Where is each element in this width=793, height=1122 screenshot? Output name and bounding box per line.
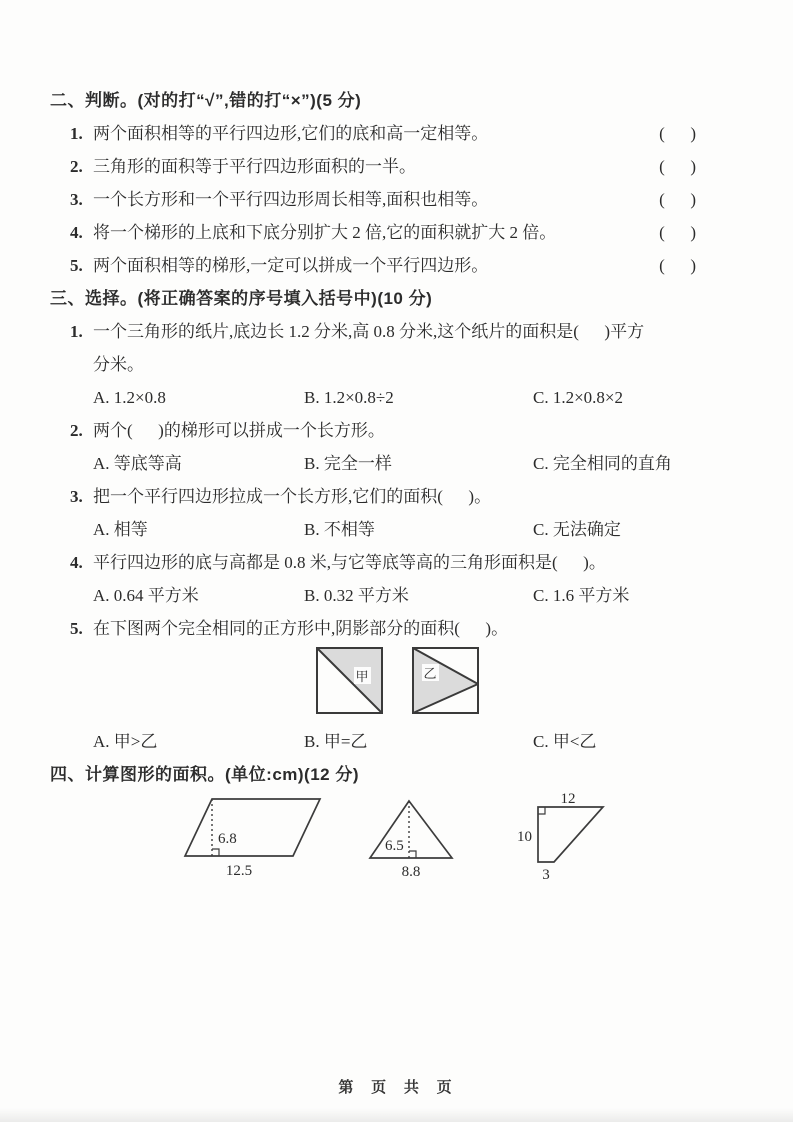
right-angle-mark (212, 849, 219, 856)
page-content (50, 84, 708, 901)
question-text: 一个三角形的纸片,底边长 1.2 分米,高 0.8 分米,这个纸片的面积是( )平方 (93, 322, 645, 341)
question-number: 1. (70, 322, 83, 341)
parallelogram-figure (175, 791, 340, 891)
judge-item-text: 将一个梯形的上底和下底分别扩大 2 倍,它的面积就扩大 2 倍。 (93, 223, 557, 242)
square-jia-figure (316, 647, 383, 714)
option-b: B. 0.32 平方米 (304, 586, 409, 605)
judge-item-4 (50, 216, 708, 249)
jia-label: 甲 (355, 669, 369, 684)
judge-section-title: 二、判断。(对的打“√”,错的打“×”)(5 分) (50, 91, 362, 110)
question-number: 3. (70, 487, 83, 506)
answer-bracket: ( ) (659, 256, 696, 275)
option-b: B. 不相等 (304, 520, 375, 539)
choice-q4-line1 (50, 546, 708, 579)
choice-q2-options (50, 447, 708, 480)
question-text: 在下图两个完全相同的正方形中,阴影部分的面积( )。 (93, 619, 509, 638)
page-footer: 第 页 共 页 (338, 1080, 455, 1096)
choice-q3-options (50, 513, 708, 546)
parallelogram-height-label: 6.8 (218, 831, 237, 847)
choice-q3-line1 (50, 480, 708, 513)
option-a: A. 相等 (93, 520, 148, 539)
parallelogram-base-label: 12.5 (225, 863, 253, 879)
judge-item-number: 5. (70, 256, 83, 275)
choice-q4-options (50, 579, 708, 612)
calc-section-title: 四、计算图形的面积。(单位:cm)(12 分) (50, 765, 360, 784)
question-text: 平行四边形的底与高都是 0.8 米,与它等底等高的三角形面积是( )。 (93, 553, 606, 572)
answer-bracket: ( ) (659, 190, 696, 209)
choice-q1-line1 (50, 315, 708, 348)
option-a: A. 1.2×0.8 (93, 388, 166, 407)
choice-q5-line1 (50, 612, 708, 645)
judge-item-number: 3. (70, 190, 83, 209)
judge-item-text: 两个面积相等的梯形,一定可以拼成一个平行四边形。 (93, 256, 489, 275)
option-a: A. 甲>乙 (93, 732, 158, 751)
answer-bracket: ( ) (659, 157, 696, 176)
judge-item-text: 一个长方形和一个平行四边形周长相等,面积也相等。 (93, 190, 489, 209)
choice-q5-options (50, 725, 708, 758)
judge-item-number: 1. (70, 124, 83, 143)
trapezoid-top-label: 12 (560, 791, 576, 807)
judge-item-5 (50, 249, 708, 282)
choice-section-title: 三、选择。(将正确答案的序号填入括号中)(10 分) (50, 289, 433, 308)
option-b: B. 甲=乙 (304, 732, 368, 751)
calc-figures (50, 791, 708, 901)
option-c: C. 1.6 平方米 (533, 586, 630, 605)
choice-q2-line1 (50, 414, 708, 447)
judge-item-number: 4. (70, 223, 83, 242)
judge-item-2 (50, 150, 708, 183)
option-b: B. 1.2×0.8÷2 (304, 388, 394, 407)
option-c: C. 甲<乙 (533, 732, 597, 751)
answer-bracket: ( ) (659, 223, 696, 242)
judge-item-3 (50, 183, 708, 216)
option-c: C. 无法确定 (533, 520, 621, 539)
triangle-base-label: 8.8 (401, 864, 421, 880)
triangle-height-label: 6.5 (385, 838, 404, 854)
right-angle-mark (409, 851, 416, 858)
right-angle-mark (538, 807, 545, 814)
question-number: 4. (70, 553, 83, 572)
parallelogram-outline (185, 799, 320, 856)
choice-q1-line2: 分米。 (93, 355, 144, 374)
triangle-outline (370, 801, 452, 858)
question-text: 两个( )的梯形可以拼成一个长方形。 (93, 421, 385, 440)
trapezoid-outline (538, 807, 603, 862)
question-number: 2. (70, 421, 83, 440)
option-b: B. 完全一样 (304, 454, 392, 473)
option-c: C. 1.2×0.8×2 (533, 388, 624, 407)
trapezoid-side-label: 10 (517, 829, 532, 845)
trapezoid-bottom-label: 3 (542, 867, 550, 883)
square-yi-figure (412, 647, 479, 714)
option-a: A. 等底等高 (93, 454, 182, 473)
triangle-figure (365, 791, 460, 891)
q5-squares-figure (50, 645, 708, 725)
judge-item-text: 两个面积相等的平行四边形,它们的底和高一定相等。 (93, 124, 489, 143)
question-text: 把一个平行四边形拉成一个长方形,它们的面积( )。 (93, 487, 492, 506)
option-c: C. 完全相同的直角 (533, 454, 672, 473)
judge-item-number: 2. (70, 157, 83, 176)
question-number: 5. (70, 619, 83, 638)
answer-bracket: ( ) (659, 124, 696, 143)
trapezoid-figure (510, 791, 620, 891)
judge-item-text: 三角形的面积等于平行四边形面积的一半。 (93, 157, 416, 176)
choice-q1-options (50, 381, 708, 414)
yi-label: 乙 (423, 666, 437, 681)
judge-item-1 (50, 117, 708, 150)
option-a: A. 0.64 平方米 (93, 586, 199, 605)
